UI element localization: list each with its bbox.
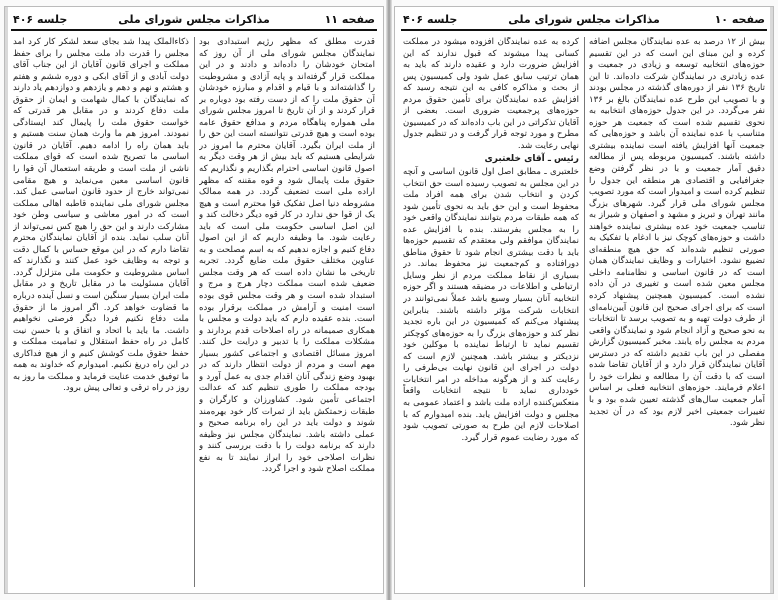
right-page-column-left-text-1: کرده به عده نمایندگان افزوده میشود در مملکت کسانی پیدا میشوند که قبول ندارند که این افزایش ضرورت دارد و عقیده دارند که باید به همان ترتیب سابق عمل شود ولی کمیسیون پس از بحث و مذاکره کافی به این نتیجه رسید که افزایش عده نمایندگان برای تأمین حقوق مردم حوزه‌های پرجمعیت ضروری است. بعضی از آقایان تذکراتی در این باب داده‌اند که در کمیسیون مطرح و مورد توجه قرار گرفت و در تنظیم جدول نهایی رعایت شد. [403, 37, 579, 151]
left-page-title: مذاکرات مجلس شورای ملی [118, 13, 270, 26]
right-page-column-left-text-2: خلعتبری ـ مطابق اصل اول قانون اساسی و آنچه در این مجلس به تصویب رسیده است حق انتخاب کردن و انتخاب شدن برای همه افراد ملت محفوظ است و این حق باید به نحوی تأمین شود که همه طبقات مردم بتوانند نمایندگان واقعی خود را به مجلس بفرستند. بنده با افزایش عده نمایندگان موافقم ولی معتقدم که تقسیم حوزه‌ها باید با دقت بیشتری انجام شود تا حقوق مناطق دورافتاده و کم‌جمعیت نیز محفوظ بماند. در بسیاری از نقاط مملکت مردم از نظر وسایل ارتباطی و اطلاعات در مضیقه هستند و اگر حوزه انتخابیه آنان بسیار وسیع باشد عملاً نمی‌توانند در انتخابات شرکت مؤثر داشته باشند. بنابراین پیشنهاد می‌کنم که کمیسیون در این باره تجدید نظر کند و حوزه‌های بزرگ را به حوزه‌های کوچکتر تقسیم نماید تا ارتباط نماینده با موکلین خود نزدیکتر و بیشتر باشد. همچنین لازم است که دولت در اجرای این قانون نهایت بی‌طرفی را رعایت کند و از هرگونه مداخله در امر انتخابات خودداری نماید تا نتیجه انتخابات واقعاً منعکس‌کننده اراده ملت باشد و اعتماد عمومی به مجلس و دولت افزایش یابد. بنده امیدوارم که با اصلاحات لازم این طرح به صورتی تصویب شود که مورد رضایت عموم قرار گیرد. [403, 167, 579, 443]
left-page-column-right-text: قدرت مطلق که مظهر رژیم استبدادی بود نمایندگان مجلس شورای ملی از آن روز که امتحان خودشان را داده‌اند و دادند و در این مملکت قرار گرفته‌اند و پایه آزادی و مشروطیت را گذاشته‌اند و با قیام و اقدام و مبارزه خودشان آن حقوق ملت را که از دست رفته بود دوباره بر قرار کردند و از آن تاریخ تا امروز مجلس شورای ملی همواره پناهگاه مردم و مدافع حقوق عامه بوده است و هیچ قدرتی نتوانسته است این حق را از ملت ایران بگیرد. آقایان محترم ما امروز در شرایطی هستیم که باید بیش از هر وقت دیگر به اصول قانون اساسی احترام بگذاریم و نگذاریم که حقوق ملت پایمال شود و قوه مقننه که مظهر اراده ملی است تضعیف گردد. در همه ممالک مشروطه دنیا اصل تفکیک قوا محترم است و هیچ یک از قوا حق ندارد در کار قوه دیگر دخالت کند و این اصل اساسی حکومت ملی است که باید رعایت شود. ما وظیفه داریم که از این اصول دفاع کنیم و اجازه ندهیم که به اسم مصلحت و به عناوین مختلف حقوق ملت ضایع گردد. تجربه تاریخی ما نشان داده است که هر وقت مجلس ضعیف شده است مملکت دچار هرج و مرج و استبداد شده است و هر وقت مجلس قوی بوده است امنیت و آرامش در مملکت برقرار بوده است. بنده عقیده دارم که باید دولت و مجلس با همکاری صمیمانه در راه اصلاحات قدم بردارند و مشکلات مملکت را با تدبیر و درایت حل کنند. امروز مسائل اقتصادی و اجتماعی کشور بسیار مهم است و مردم از دولت انتظار دارند که در بهبود وضع زندگی آنان اقدام جدی به عمل آورد و بودجه مملکت را طوری تنظیم کند که عدالت اجتماعی تأمین شود. کشاورزان و کارگران و طبقات زحمتکش باید از ثمرات کار خود بهره‌مند شوند و دولت باید در این راه برنامه صحیح و عملی داشته باشد. نمایندگان مجلس نیز وظیفه دارند که برنامه دولت را با دقت بررسی کنند و نظرات اصلاحی خود را ابراز نمایند تا به نفع مملکت اصلاح شود و اجرا گردد. [199, 37, 375, 475]
right-page-number: صفحه ۱۰ [714, 13, 765, 26]
right-page-header [401, 7, 767, 31]
left-page-column-right [199, 37, 375, 587]
left-page-column-divider [194, 37, 195, 587]
left-page-column-left-text: ذکاءالملک پیدا شد بجای سعد لشکر کار کرد آمد مجلس را قدرت داد ملت مجلس را برای حفظ مملکت و اجرای قانون آقایان از این جناب آقای دولت آبادی و از آقای ابکی و دوره ششم و هفتم و هشتم و نهم و دهم و یازدهم و دوازدهم یاد دارند که نمایندگان با کمال شهامت و ایمان از حقوق ملت دفاع کردند و در مقابل هر قدرتی که خواست حقوق ملت را پایمال کند ایستادگی نمودند. امروز هم ما وارث همان سنت هستیم و باید همان راه را ادامه دهیم. آقایان در قانون اساسی ما تصریح شده است که قوای مملکت ناشی از ملت است و طریقه استعمال آن قوا را قانون اساسی معین می‌نماید و هیچ مقامی نمی‌تواند خارج از حدود قانون اساسی عمل کند. مجلس شورای ملی نماینده قاطبه اهالی مملکت است که در امور معاشی و سیاسی وطن خود مشارکت دارند و این حق را هیچ کس نمی‌تواند از آنان سلب نماید. بنده از آقایان نمایندگان محترم تقاضا دارم که در این موقع حساس با کمال دقت و توجه به وظایف خود عمل کنند و نگذارند که اساس مشروطیت و حکومت ملی متزلزل گردد. آقایان مسئولیت ما در مقابل تاریخ و در مقابل ملت ایران بسیار سنگین است و نسل آینده درباره ما قضاوت خواهد کرد. اگر امروز ما از حقوق ملت دفاع نکنیم فردا دیگر فرصتی نخواهیم داشت. ما باید با اتحاد و اتفاق و با حسن نیت کامل در راه حفظ استقلال و تمامیت مملکت و حفظ حقوق ملت کوشش کنیم و از هیچ فداکاری در این راه دریغ نکنیم. امیدوارم که خداوند به همه ما توفیق خدمت عنایت فرماید و مملکت ما روز به روز در راه ترقی و تعالی پیش برود. [13, 37, 189, 394]
right-page-column-divider [584, 37, 585, 587]
left-page-columns [13, 37, 375, 587]
right-page-columns [403, 37, 765, 587]
right-page-column-right-text: بیش از ۱۲ درصد به عده نمایندگان مجلس اضافه کرده و این مبنای این است که در این تقسیم حوزه‌های انتخابیه توسعه و زیادی در جمعیت و عده زیادتری در نمایندگان شرکت داده‌اند. تا این تاریخ ۱۳۶ نفر از دوره‌های گذشته در مجلس بودند و با تصویب این طرح عده نمایندگان بالغ بر ۱۳۶ نفر می‌گردد. در این جدول حوزه‌های انتخابیه به نحوی تقسیم شده است که جمعیت هر حوزه متناسب با عده نماینده آن باشد و حوزه‌هایی که جمعیت آنها افزایش یافته است نماینده بیشتری داشته باشند. کمیسیون مربوطه پس از مطالعه دقیق آمار جمعیت و با در نظر گرفتن وضع جغرافیایی و اقتصادی هر منطقه این جدول را تنظیم کرده است و امیدوار است که مورد تصویب مجلس شورای ملی قرار گیرد. شهرهای بزرگ مانند تهران و تبریز و مشهد و اصفهان و شیراز به تناسب جمعیت خود عده بیشتری نماینده خواهند داشت و حوزه‌های کوچک نیز با ادغام یا تفکیک به صورتی تنظیم شده‌اند که حق هیچ منطقه‌ای تضییع نشود. اختیارات و وظایف نمایندگان همان است که در قانون اساسی و نظامنامه داخلی مجلس معین شده است و تغییری در آن داده نشده است. کمیسیون همچنین پیشنهاد کرده است که برای اجرای صحیح این قانون آیین‌نامه‌ای از طرف دولت تهیه و به تصویب برسد تا انتخابات به نحو صحیح و آزاد انجام شود و نمایندگان واقعی مردم به مجلس راه یابند. مخبر کمیسیون گزارش مفصلی در این باب تقدیم داشته که در دسترس آقایان نمایندگان قرار دارد و از آقایان تقاضا شده است که با دقت آن را مطالعه و نظرات خود را اعلام فرمایند. حوزه‌های انتخابیه فعلی بر اساس آمار جمعیت سال‌های گذشته تعیین شده بود و با تغییرات جمعیتی اخیر لازم بود که در آن تجدید نظر شود. [589, 37, 765, 429]
book-gutter [386, 0, 392, 600]
left-page-session: جلسه ۴۰۶ [13, 13, 68, 26]
speaker-heading: رئیس ـ آقای خلعتبری [484, 154, 579, 165]
right-page [394, 6, 774, 594]
right-page-title: مذاکرات مجلس شورای ملی [508, 13, 660, 26]
left-page-number: صفحه ۱۱ [324, 13, 375, 26]
left-page-scan-edge [5, 7, 8, 593]
right-page-scan-edge [770, 7, 773, 593]
right-page-column-left [403, 37, 579, 587]
right-page-column-right [589, 37, 765, 587]
left-page-column-left [13, 37, 189, 587]
right-page-session: جلسه ۴۰۶ [403, 13, 458, 26]
left-page [4, 6, 384, 594]
left-page-header [11, 7, 377, 31]
